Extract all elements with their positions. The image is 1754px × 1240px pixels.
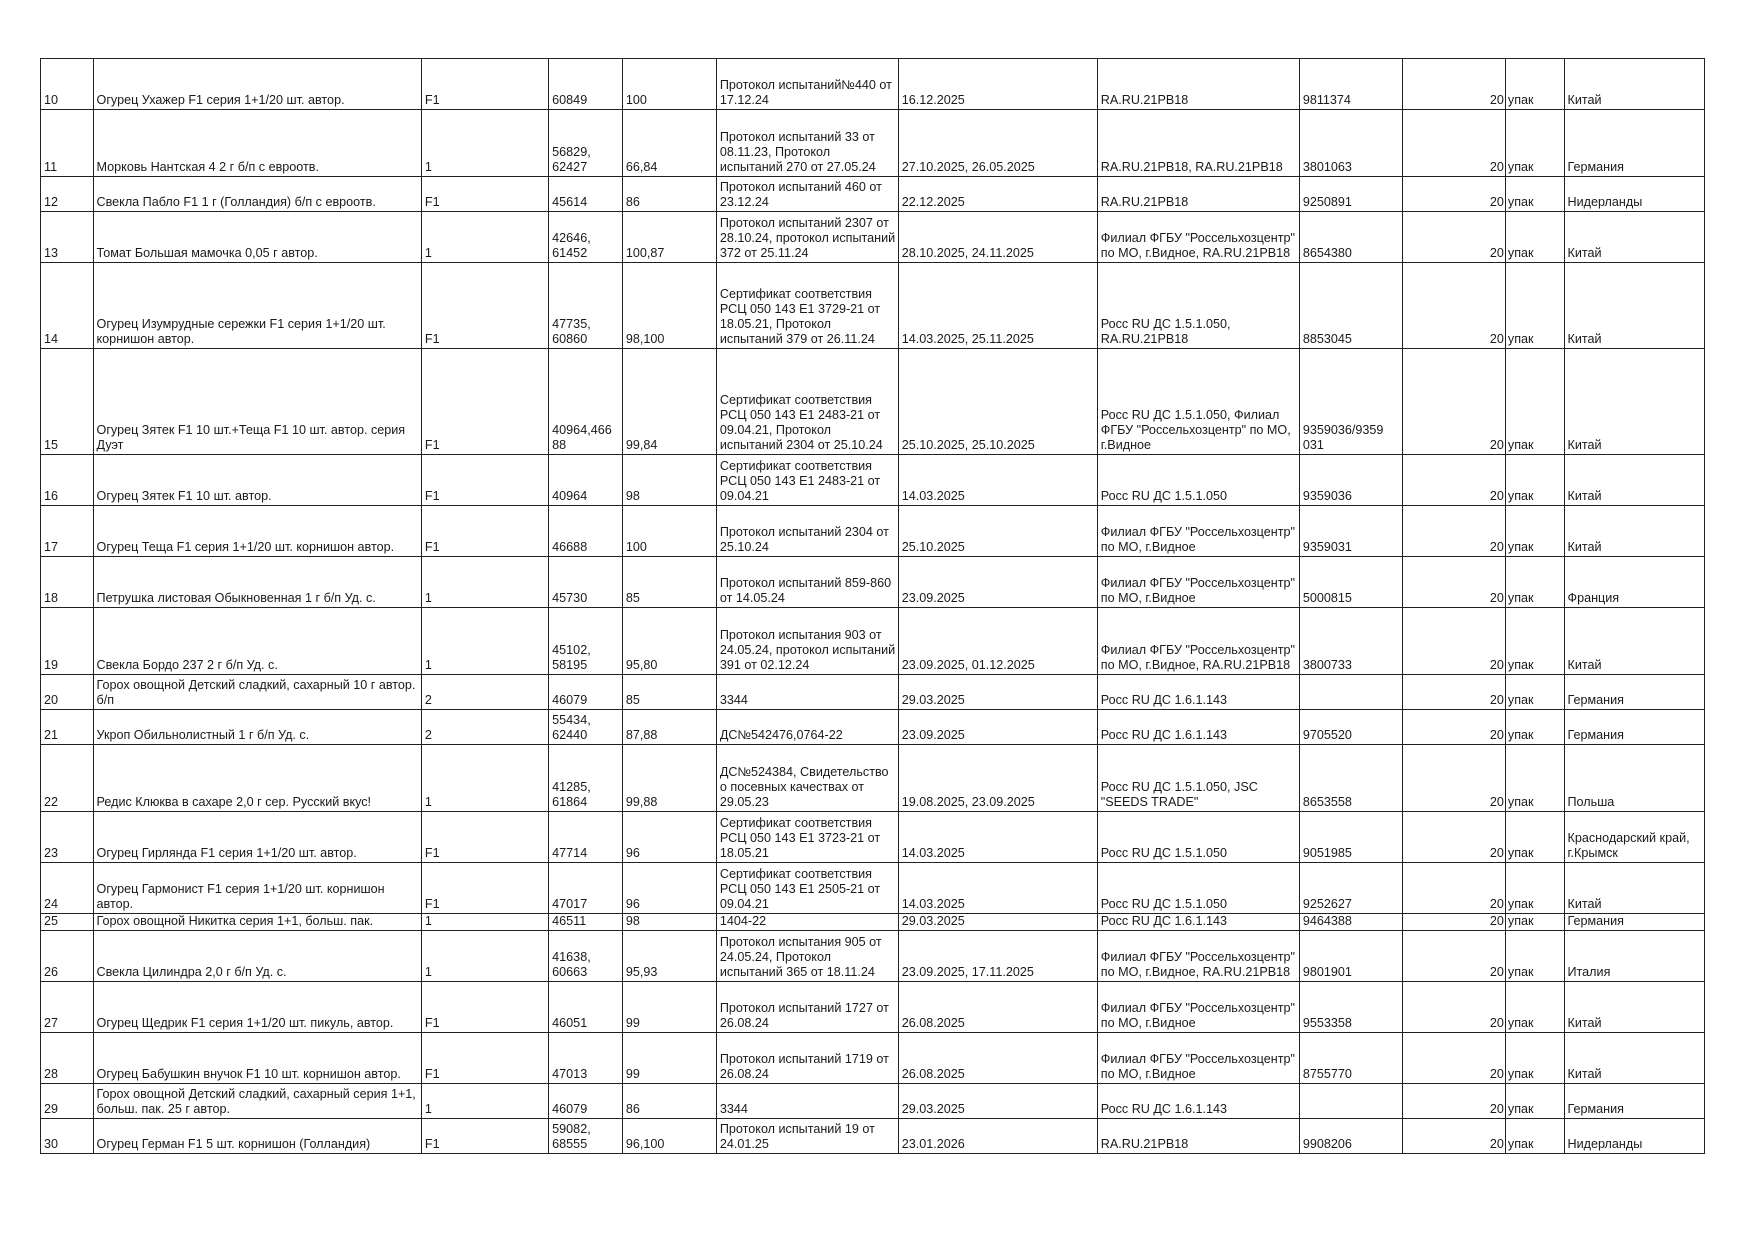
test-document-cell: Протокол испытания 903 от 24.05.24, протокол испытаний 391 от 02.12.24 xyxy=(716,608,898,675)
generation-cell: 1 xyxy=(421,931,548,982)
validity-dates-cell: 29.03.2025 xyxy=(898,1084,1097,1119)
germination-cell: 86 xyxy=(622,177,716,212)
certifying-body-cell: Росс RU ДС 1.6.1.143 xyxy=(1097,914,1299,931)
row-number-cell: 23 xyxy=(41,812,94,863)
certifying-body-cell: RA.RU.21PB18 xyxy=(1097,177,1299,212)
validity-dates-cell: 25.10.2025 xyxy=(898,506,1097,557)
quantity-cell: 20 xyxy=(1402,812,1505,863)
lot-code-cell: 41285, 61864 xyxy=(549,745,623,812)
unit-cell: упак xyxy=(1505,59,1564,110)
row-number-cell: 29 xyxy=(41,1084,94,1119)
article-number-cell: 9801901 xyxy=(1299,931,1402,982)
germination-cell: 86 xyxy=(622,1084,716,1119)
quantity-cell: 20 xyxy=(1402,1033,1505,1084)
germination-cell: 85 xyxy=(622,675,716,710)
germination-cell: 100,87 xyxy=(622,212,716,263)
country-cell: Польша xyxy=(1564,745,1705,812)
test-document-cell: ДС№542476,0764-22 xyxy=(716,710,898,745)
country-cell: Германия xyxy=(1564,710,1705,745)
germination-cell: 100 xyxy=(622,506,716,557)
generation-cell: F1 xyxy=(421,506,548,557)
unit-cell: упак xyxy=(1505,557,1564,608)
lot-code-cell: 60849 xyxy=(549,59,623,110)
lot-code-cell: 46051 xyxy=(549,982,623,1033)
validity-dates-cell: 27.10.2025, 26.05.2025 xyxy=(898,110,1097,177)
generation-cell: 1 xyxy=(421,914,548,931)
article-number-cell: 9464388 xyxy=(1299,914,1402,931)
article-number-cell: 9051985 xyxy=(1299,812,1402,863)
germination-cell: 96,100 xyxy=(622,1119,716,1154)
article-number-cell: 9359031 xyxy=(1299,506,1402,557)
generation-cell: 1 xyxy=(421,608,548,675)
table-row xyxy=(41,863,1705,914)
table-row xyxy=(41,455,1705,506)
country-cell: Китай xyxy=(1564,263,1705,349)
table-row xyxy=(41,812,1705,863)
quantity-cell: 20 xyxy=(1402,59,1505,110)
validity-dates-cell: 23.01.2026 xyxy=(898,1119,1097,1154)
generation-cell: F1 xyxy=(421,263,548,349)
validity-dates-cell: 23.09.2025 xyxy=(898,557,1097,608)
product-name-cell: Огурец Ухажер F1 серия 1+1/20 шт. автор. xyxy=(93,59,421,110)
germination-cell: 96 xyxy=(622,863,716,914)
unit-cell: упак xyxy=(1505,1119,1564,1154)
quantity-cell: 20 xyxy=(1402,177,1505,212)
row-number-cell: 21 xyxy=(41,710,94,745)
quantity-cell: 20 xyxy=(1402,1119,1505,1154)
germination-cell: 98 xyxy=(622,914,716,931)
certifying-body-cell: Филиал ФГБУ "Россельхозцентр" по МО, г.Видное xyxy=(1097,1033,1299,1084)
row-number-cell: 18 xyxy=(41,557,94,608)
quantity-cell: 20 xyxy=(1402,863,1505,914)
table-row xyxy=(41,177,1705,212)
generation-cell: F1 xyxy=(421,177,548,212)
row-number-cell: 26 xyxy=(41,931,94,982)
generation-cell: F1 xyxy=(421,982,548,1033)
generation-cell: 1 xyxy=(421,1084,548,1119)
validity-dates-cell: 14.03.2025 xyxy=(898,863,1097,914)
table-row xyxy=(41,608,1705,675)
lot-code-cell: 45102, 58195 xyxy=(549,608,623,675)
article-number-cell: 9250891 xyxy=(1299,177,1402,212)
test-document-cell: Протокол испытаний 2307 от 28.10.24, протокол испытаний 372 от 25.11.24 xyxy=(716,212,898,263)
quantity-cell: 20 xyxy=(1402,455,1505,506)
product-name-cell: Петрушка листовая Обыкновенная 1 г б/п Уд. с. xyxy=(93,557,421,608)
country-cell: Краснодарский край, г.Крымск xyxy=(1564,812,1705,863)
quantity-cell: 20 xyxy=(1402,745,1505,812)
germination-cell: 87,88 xyxy=(622,710,716,745)
article-number-cell: 9705520 xyxy=(1299,710,1402,745)
table-row xyxy=(41,914,1705,931)
test-document-cell: Протокол испытаний 33 от 08.11.23, Протокол испытаний 270 от 27.05.24 xyxy=(716,110,898,177)
article-number-cell: 8853045 xyxy=(1299,263,1402,349)
article-number-cell: 9359036/9359 031 xyxy=(1299,349,1402,455)
row-number-cell: 17 xyxy=(41,506,94,557)
country-cell: Китай xyxy=(1564,863,1705,914)
row-number-cell: 10 xyxy=(41,59,94,110)
unit-cell: упак xyxy=(1505,349,1564,455)
country-cell: Китай xyxy=(1564,212,1705,263)
validity-dates-cell: 29.03.2025 xyxy=(898,914,1097,931)
germination-cell: 99,84 xyxy=(622,349,716,455)
product-name-cell: Огурец Герман F1 5 шт. корнишон (Голландия) xyxy=(93,1119,421,1154)
article-number-cell: 5000815 xyxy=(1299,557,1402,608)
row-number-cell: 12 xyxy=(41,177,94,212)
test-document-cell: Протокол испытаний 859-860 от 14.05.24 xyxy=(716,557,898,608)
country-cell: Китай xyxy=(1564,349,1705,455)
test-document-cell: Протокол испытания 905 от 24.05.24, Протокол испытаний 365 от 18.11.24 xyxy=(716,931,898,982)
product-name-cell: Свекла Бордо 237 2 г б/п Уд. с. xyxy=(93,608,421,675)
certifying-body-cell: Филиал ФГБУ "Россельхозцентр" по МО, г.Видное, RA.RU.21PB18 xyxy=(1097,608,1299,675)
unit-cell: упак xyxy=(1505,455,1564,506)
germination-cell: 85 xyxy=(622,557,716,608)
product-name-cell: Укроп Обильнолистный 1 г б/п Уд. с. xyxy=(93,710,421,745)
product-name-cell: Огурец Зятек F1 10 шт. автор. xyxy=(93,455,421,506)
product-name-cell: Огурец Гармонист F1 серия 1+1/20 шт. корнишон автор. xyxy=(93,863,421,914)
country-cell: Китай xyxy=(1564,982,1705,1033)
germination-cell: 99 xyxy=(622,982,716,1033)
unit-cell: упак xyxy=(1505,931,1564,982)
table-row xyxy=(41,1119,1705,1154)
lot-code-cell: 46511 xyxy=(549,914,623,931)
product-name-cell: Огурец Изумрудные сережки F1 серия 1+1/20 шт. корнишон автор. xyxy=(93,263,421,349)
certifying-body-cell: Филиал ФГБУ "Россельхозцентр" по МО, г.Видное xyxy=(1097,982,1299,1033)
validity-dates-cell: 26.08.2025 xyxy=(898,982,1097,1033)
country-cell: Китай xyxy=(1564,1033,1705,1084)
quantity-cell: 20 xyxy=(1402,710,1505,745)
table-row xyxy=(41,59,1705,110)
test-document-cell: Сертификат соответствия РСЦ 050 143 Е1 2505-21 от 09.04.21 xyxy=(716,863,898,914)
test-document-cell: Протокол испытаний 1727 от 26.08.24 xyxy=(716,982,898,1033)
table-row xyxy=(41,745,1705,812)
certifying-body-cell: RA.RU.21PB18 xyxy=(1097,1119,1299,1154)
certifying-body-cell: Филиал ФГБУ "Россельхозцентр" по МО, г.Видное xyxy=(1097,557,1299,608)
lot-code-cell: 45730 xyxy=(549,557,623,608)
germination-cell: 100 xyxy=(622,59,716,110)
row-number-cell: 27 xyxy=(41,982,94,1033)
product-name-cell: Огурец Бабушкин внучок F1 10 шт. корнишон автор. xyxy=(93,1033,421,1084)
country-cell: Германия xyxy=(1564,110,1705,177)
validity-dates-cell: 29.03.2025 xyxy=(898,675,1097,710)
unit-cell: упак xyxy=(1505,608,1564,675)
unit-cell: упак xyxy=(1505,212,1564,263)
row-number-cell: 30 xyxy=(41,1119,94,1154)
table-row xyxy=(41,1033,1705,1084)
generation-cell: 2 xyxy=(421,710,548,745)
row-number-cell: 14 xyxy=(41,263,94,349)
certifying-body-cell: Росс RU ДС 1.5.1.050, RA.RU.21PB18 xyxy=(1097,263,1299,349)
unit-cell: упак xyxy=(1505,110,1564,177)
germination-cell: 95,93 xyxy=(622,931,716,982)
row-number-cell: 16 xyxy=(41,455,94,506)
certifying-body-cell: Росс RU ДС 1.6.1.143 xyxy=(1097,710,1299,745)
validity-dates-cell: 14.03.2025 xyxy=(898,455,1097,506)
article-number-cell: 8654380 xyxy=(1299,212,1402,263)
test-document-cell: Сертификат соответствия РСЦ 050 143 Е1 2483-21 от 09.04.21, Протокол испытаний 2304 от 25.10.24 xyxy=(716,349,898,455)
unit-cell: упак xyxy=(1505,506,1564,557)
product-name-cell: Горох овощной Детский сладкий, сахарный 10 г автор. б/п xyxy=(93,675,421,710)
table-row xyxy=(41,710,1705,745)
country-cell: Нидерланды xyxy=(1564,1119,1705,1154)
product-name-cell: Морковь Нантская 4 2 г б/п с евроотв. xyxy=(93,110,421,177)
article-number-cell: 9553358 xyxy=(1299,982,1402,1033)
country-cell: Германия xyxy=(1564,914,1705,931)
generation-cell: F1 xyxy=(421,59,548,110)
certifying-body-cell: RA.RU.21PB18 xyxy=(1097,59,1299,110)
quantity-cell: 20 xyxy=(1402,914,1505,931)
test-document-cell: Протокол испытаний 460 от 23.12.24 xyxy=(716,177,898,212)
country-cell: Италия xyxy=(1564,931,1705,982)
validity-dates-cell: 14.03.2025 xyxy=(898,812,1097,863)
product-name-cell: Горох овощной Детский сладкий, сахарный серия 1+1, больш. пак. 25 г автор. xyxy=(93,1084,421,1119)
generation-cell: 1 xyxy=(421,212,548,263)
unit-cell: упак xyxy=(1505,914,1564,931)
article-number-cell: 8653558 xyxy=(1299,745,1402,812)
quantity-cell: 20 xyxy=(1402,608,1505,675)
validity-dates-cell: 23.09.2025 xyxy=(898,710,1097,745)
unit-cell: упак xyxy=(1505,1033,1564,1084)
germination-cell: 98 xyxy=(622,455,716,506)
product-name-cell: Огурец Щедрик F1 серия 1+1/20 шт. пикуль, автор. xyxy=(93,982,421,1033)
row-number-cell: 22 xyxy=(41,745,94,812)
article-number-cell: 3801063 xyxy=(1299,110,1402,177)
quantity-cell: 20 xyxy=(1402,110,1505,177)
validity-dates-cell: 28.10.2025, 24.11.2025 xyxy=(898,212,1097,263)
quantity-cell: 20 xyxy=(1402,506,1505,557)
certifying-body-cell: Филиал ФГБУ "Россельхозцентр" по МО, г.Видное, RA.RU.21PB18 xyxy=(1097,212,1299,263)
certifying-body-cell: Филиал ФГБУ "Россельхозцентр" по МО, г.Видное xyxy=(1097,506,1299,557)
test-document-cell: ДС№524384, Свидетельство о посевных качествах от 29.05.23 xyxy=(716,745,898,812)
lot-code-cell: 46688 xyxy=(549,506,623,557)
unit-cell: упак xyxy=(1505,710,1564,745)
seed-certificates-table xyxy=(40,58,1705,1154)
row-number-cell: 28 xyxy=(41,1033,94,1084)
row-number-cell: 20 xyxy=(41,675,94,710)
country-cell: Китай xyxy=(1564,608,1705,675)
lot-code-cell: 47013 xyxy=(549,1033,623,1084)
unit-cell: упак xyxy=(1505,675,1564,710)
article-number-cell: 9252627 xyxy=(1299,863,1402,914)
row-number-cell: 13 xyxy=(41,212,94,263)
row-number-cell: 19 xyxy=(41,608,94,675)
validity-dates-cell: 19.08.2025, 23.09.2025 xyxy=(898,745,1097,812)
table-row xyxy=(41,675,1705,710)
product-name-cell: Редис Клюква в сахаре 2,0 г сер. Русский вкус! xyxy=(93,745,421,812)
article-number-cell: 9359036 xyxy=(1299,455,1402,506)
table-row xyxy=(41,506,1705,557)
validity-dates-cell: 23.09.2025, 01.12.2025 xyxy=(898,608,1097,675)
article-number-cell: 9908206 xyxy=(1299,1119,1402,1154)
product-name-cell: Свекла Цилиндра 2,0 г б/п Уд. с. xyxy=(93,931,421,982)
germination-cell: 99,88 xyxy=(622,745,716,812)
product-name-cell: Свекла Пабло F1 1 г (Голландия) б/п с евроотв. xyxy=(93,177,421,212)
generation-cell: F1 xyxy=(421,455,548,506)
article-number-cell: 9811374 xyxy=(1299,59,1402,110)
validity-dates-cell: 23.09.2025, 17.11.2025 xyxy=(898,931,1097,982)
unit-cell: упак xyxy=(1505,812,1564,863)
lot-code-cell: 45614 xyxy=(549,177,623,212)
product-name-cell: Горох овощной Никитка серия 1+1, больш. пак. xyxy=(93,914,421,931)
row-number-cell: 25 xyxy=(41,914,94,931)
country-cell: Германия xyxy=(1564,1084,1705,1119)
quantity-cell: 20 xyxy=(1402,1084,1505,1119)
article-number-cell xyxy=(1299,675,1402,710)
generation-cell: F1 xyxy=(421,1119,548,1154)
generation-cell: 1 xyxy=(421,110,548,177)
certifying-body-cell: RA.RU.21PB18, RA.RU.21PB18 xyxy=(1097,110,1299,177)
germination-cell: 98,100 xyxy=(622,263,716,349)
article-number-cell xyxy=(1299,1084,1402,1119)
generation-cell: F1 xyxy=(421,1033,548,1084)
table-row xyxy=(41,110,1705,177)
certifying-body-cell: Филиал ФГБУ "Россельхозцентр" по МО, г.Видное, RA.RU.21PB18 xyxy=(1097,931,1299,982)
lot-code-cell: 55434, 62440 xyxy=(549,710,623,745)
certifying-body-cell: Росс RU ДС 1.5.1.050 xyxy=(1097,812,1299,863)
unit-cell: упак xyxy=(1505,1084,1564,1119)
test-document-cell: 1404-22 xyxy=(716,914,898,931)
product-name-cell: Томат Большая мамочка 0,05 г автор. xyxy=(93,212,421,263)
validity-dates-cell: 14.03.2025, 25.11.2025 xyxy=(898,263,1097,349)
certifying-body-cell: Росс RU ДС 1.5.1.050, Филиал ФГБУ "Россельхозцентр" по МО, г.Видное xyxy=(1097,349,1299,455)
table-row xyxy=(41,349,1705,455)
quantity-cell: 20 xyxy=(1402,675,1505,710)
lot-code-cell: 40964,466 88 xyxy=(549,349,623,455)
test-document-cell: Сертификат соответствия РСЦ 050 143 Е1 2483-21 от 09.04.21 xyxy=(716,455,898,506)
test-document-cell: Протокол испытаний 19 от 24.01.25 xyxy=(716,1119,898,1154)
validity-dates-cell: 22.12.2025 xyxy=(898,177,1097,212)
quantity-cell: 20 xyxy=(1402,263,1505,349)
test-document-cell: Протокол испытаний 2304 от 25.10.24 xyxy=(716,506,898,557)
generation-cell: 1 xyxy=(421,557,548,608)
lot-code-cell: 46079 xyxy=(549,675,623,710)
test-document-cell: Протокол испытаний 1719 от 26.08.24 xyxy=(716,1033,898,1084)
germination-cell: 95,80 xyxy=(622,608,716,675)
lot-code-cell: 42646, 61452 xyxy=(549,212,623,263)
table-row xyxy=(41,931,1705,982)
generation-cell: F1 xyxy=(421,812,548,863)
certifying-body-cell: Росс RU ДС 1.6.1.143 xyxy=(1097,675,1299,710)
quantity-cell: 20 xyxy=(1402,212,1505,263)
article-number-cell: 8755770 xyxy=(1299,1033,1402,1084)
country-cell: Франция xyxy=(1564,557,1705,608)
article-number-cell: 3800733 xyxy=(1299,608,1402,675)
country-cell: Китай xyxy=(1564,59,1705,110)
test-document-cell: Сертификат соответствия РСЦ 050 143 Е1 3723-21 от 18.05.21 xyxy=(716,812,898,863)
germination-cell: 96 xyxy=(622,812,716,863)
product-name-cell: Огурец Теща F1 серия 1+1/20 шт. корнишон автор. xyxy=(93,506,421,557)
table-row xyxy=(41,1084,1705,1119)
validity-dates-cell: 26.08.2025 xyxy=(898,1033,1097,1084)
quantity-cell: 20 xyxy=(1402,557,1505,608)
unit-cell: упак xyxy=(1505,745,1564,812)
quantity-cell: 20 xyxy=(1402,931,1505,982)
unit-cell: упак xyxy=(1505,863,1564,914)
generation-cell: F1 xyxy=(421,349,548,455)
unit-cell: упак xyxy=(1505,263,1564,349)
row-number-cell: 24 xyxy=(41,863,94,914)
table-row xyxy=(41,212,1705,263)
test-document-cell: Сертификат соответствия РСЦ 050 143 Е1 3729-21 от 18.05.21, Протокол испытаний 379 от 26.11.24 xyxy=(716,263,898,349)
certifying-body-cell: Росс RU ДС 1.5.1.050, JSC "SEEDS TRADE" xyxy=(1097,745,1299,812)
lot-code-cell: 59082, 68555 xyxy=(549,1119,623,1154)
certifying-body-cell: Росс RU ДС 1.5.1.050 xyxy=(1097,455,1299,506)
lot-code-cell: 40964 xyxy=(549,455,623,506)
table-row xyxy=(41,982,1705,1033)
generation-cell: F1 xyxy=(421,863,548,914)
generation-cell: 2 xyxy=(421,675,548,710)
row-number-cell: 15 xyxy=(41,349,94,455)
country-cell: Германия xyxy=(1564,675,1705,710)
lot-code-cell: 46079 xyxy=(549,1084,623,1119)
validity-dates-cell: 16.12.2025 xyxy=(898,59,1097,110)
quantity-cell: 20 xyxy=(1402,982,1505,1033)
certifying-body-cell: Росс RU ДС 1.5.1.050 xyxy=(1097,863,1299,914)
test-document-cell: 3344 xyxy=(716,675,898,710)
country-cell: Китай xyxy=(1564,506,1705,557)
germination-cell: 66,84 xyxy=(622,110,716,177)
product-name-cell: Огурец Зятек F1 10 шт.+Теща F1 10 шт. автор. серия Дуэт xyxy=(93,349,421,455)
country-cell: Китай xyxy=(1564,455,1705,506)
lot-code-cell: 47735, 60860 xyxy=(549,263,623,349)
certifying-body-cell: Росс RU ДС 1.6.1.143 xyxy=(1097,1084,1299,1119)
validity-dates-cell: 25.10.2025, 25.10.2025 xyxy=(898,349,1097,455)
country-cell: Нидерланды xyxy=(1564,177,1705,212)
product-name-cell: Огурец Гирлянда F1 серия 1+1/20 шт. автор. xyxy=(93,812,421,863)
table-row xyxy=(41,263,1705,349)
generation-cell: 1 xyxy=(421,745,548,812)
lot-code-cell: 47017 xyxy=(549,863,623,914)
lot-code-cell: 56829, 62427 xyxy=(549,110,623,177)
unit-cell: упак xyxy=(1505,177,1564,212)
unit-cell: упак xyxy=(1505,982,1564,1033)
test-document-cell: 3344 xyxy=(716,1084,898,1119)
lot-code-cell: 47714 xyxy=(549,812,623,863)
test-document-cell: Протокол испытаний№440 от 17.12.24 xyxy=(716,59,898,110)
germination-cell: 99 xyxy=(622,1033,716,1084)
lot-code-cell: 41638, 60663 xyxy=(549,931,623,982)
quantity-cell: 20 xyxy=(1402,349,1505,455)
row-number-cell: 11 xyxy=(41,110,94,177)
table-row xyxy=(41,557,1705,608)
